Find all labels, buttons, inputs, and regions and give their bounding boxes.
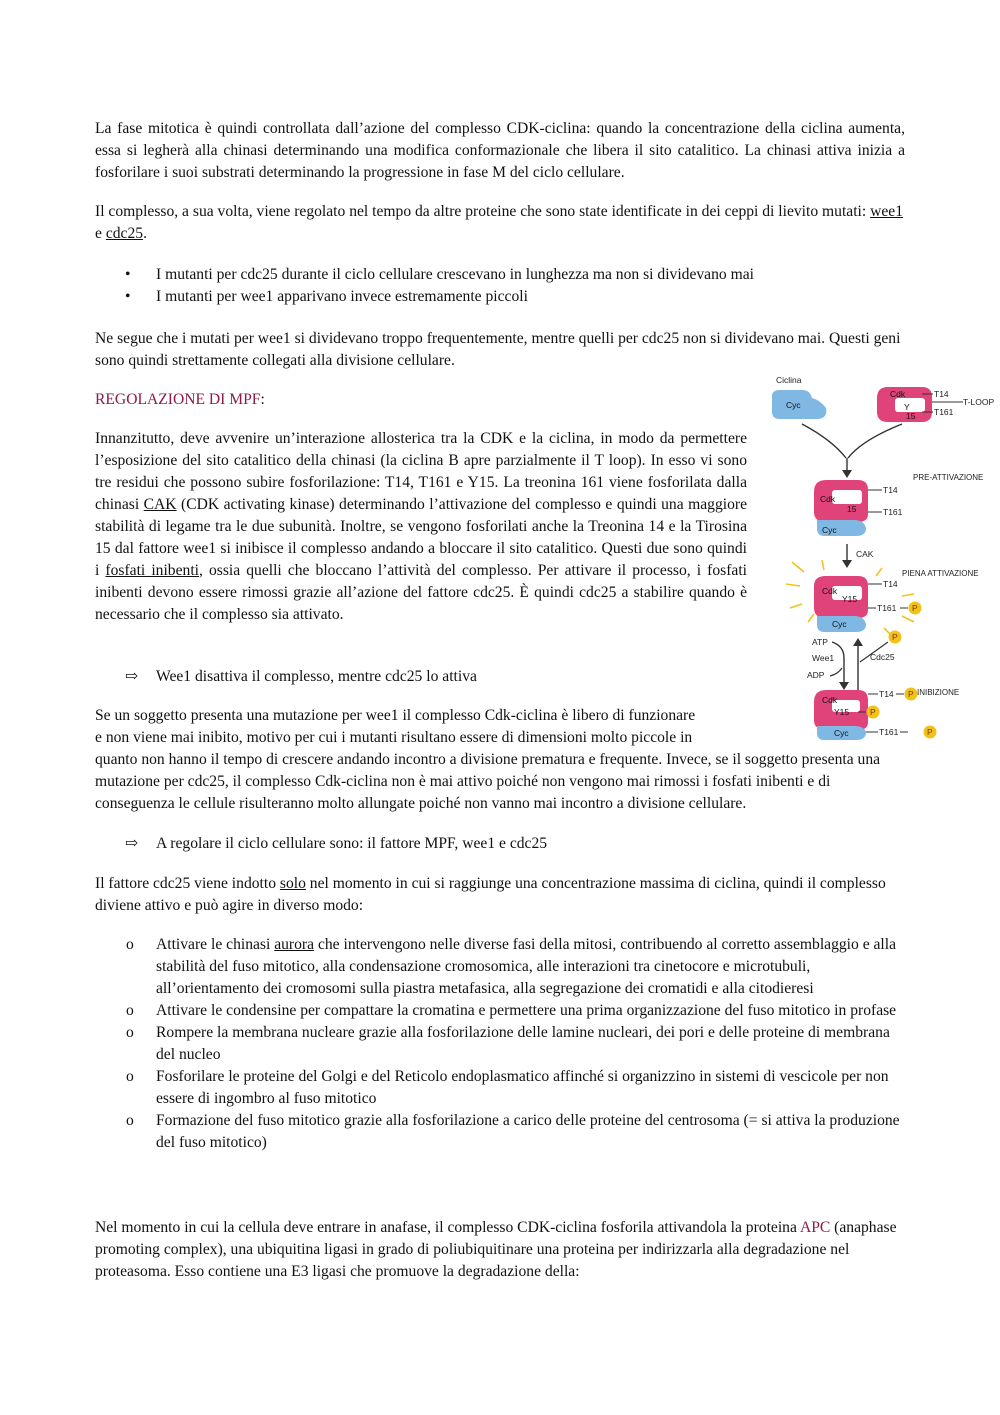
text: nel momento in cui si raggiunge una concentrazione massima di ciclina, quindi il complesso diviene attivo e può agire in diverso modo: [95,875,886,914]
mpf-regulation-diagram [762,372,1000,746]
paragraph-allosteric [95,428,747,626]
t14-label: T14 [883,579,898,589]
cyc-label: Cyc [832,619,847,629]
cdk-label: Cdk [890,389,906,399]
arrow-marker-icon: ⇨ [125,835,139,852]
paragraph-consequence: Ne segue che i mutati per wee1 si dividevano troppo frequentemente, mentre quelli per cdc25 non si dividevano mai. Questi geni sono quindi strettamente collegati alla divisione cellulare. [95,330,901,369]
t14-label: T14 [879,689,894,699]
gene-cdc25-link: cdc25 [105,225,144,242]
t161-label: T161 [877,603,897,613]
list-marker: o [126,1024,134,1041]
heading-text: REGOLAZIONE DI MPF [95,391,261,408]
list-item [95,264,905,286]
text: (anaphase promoting complex), una ubiquitina ligasi in grado di poliubiquitinare una proteina per indirizzarla alla degradazione nel proteasoma. Esso contiene una E3 ligasi che promuove la degradazione della: [95,1219,897,1280]
text: Il fattore cdc25 viene indotto [95,875,280,892]
text: Innanzitutto, deve avvenire un’interazione allosterica tra la CDK e la ciclina, in modo da permettere l’esposizione del sito catalitico della chinasi (la ciclina B apre parzialmente il T loop). In esso vi sono tre residui che possono subire fosforilazione: T14, T161 e Y15. La treonina 161 viene fosforilata dalla chinasi [95,430,747,513]
arrow-note-text: Wee1 disattiva il complesso, mentre cdc25 lo attiva [156,668,477,685]
arrowhead-icon [842,470,852,478]
text-line: e non viene mai inibito, motivo per cui i mutanti risultano essere di dimensioni molto piccole in [95,729,693,746]
aurora-term: aurora [274,936,315,953]
text: Nel momento in cui la cellula deve entrare in anafase, il complesso CDK-ciclina fosforila attivandola la proteina [95,1219,800,1236]
arrow-note-regulators [95,833,966,855]
list-item [95,286,905,308]
list-item [95,1000,905,1022]
arrowhead-icon [842,560,852,568]
text: (CDK activating kinase) determinando l’attivazione del complesso e quindi una maggiore stabilità di legame tra le due subunità. Inoltre, se vengono fosforilati anche la Treonina 14 e la Tirosina 15 dal fattore wee1 si inibisce il complesso andando a bloccare il sito catalitico. Questi due sono quindi i [95,496,747,579]
paragraph-cdc25 [95,873,905,917]
p-label: P [870,707,876,717]
text: che intervengono nelle diverse fasi della mitosi, contribuendo al corretto assemblaggio e alla stabilità del fuso mitotico, alla condensazione cromosomica, alle interazioni tra cinetocore e microtubuli, all’orientamento dei cromosomi sulla piastra metafasica, alla segregazione dei cromatidi e alla citodieresi [156,936,897,997]
heading-colon: : [260,391,265,408]
list-marker: o [126,1068,134,1085]
list-item [95,1066,905,1110]
adp-label: ADP [807,670,825,680]
catalytic-site [832,490,862,504]
mutant-bullet-list [95,264,905,308]
text: Attivare le condensine per compattare la cromatina e permettere una prima organizzazione del fuso mitotico in profase [156,1002,897,1019]
atp-label: ATP [812,637,828,647]
text-line: Se un soggetto presenta una mutazione per wee1 il complesso Cdk-ciclina è libero di funzionare [95,707,696,724]
y15-label: Y15 [834,707,850,717]
text: Il complesso, a sua volta, viene regolato nel tempo da altre proteine che sono state identificate in dei ceppi di lievito mutati: [95,203,871,220]
paragraph-mitotic-phase: La fase mitotica è quindi controllata dall’azione del complesso CDK-ciclina: quando la concentrazione della ciclina aumenta, essa si legherà alla chinasi determinando una modifica conformazionale che libera il sito catalitico. La chinasi attiva inizia a fosforilare i suoi substrati determinando la progressione in fase M del ciclo cellulare. [95,120,905,181]
text-line: quanto non hanno il tempo di crescere andando incontro a divisione prematura e frequente. Invece, se il soggetto presenta una mutazione per cdc25, il complesso Cdk-ciclina non è mai attivo poiché non vengono mai rimossi i fosfati inibenti e di conseguenza le cellule risulteranno molto allungate poiché non vanno mai incontro a divisione cellulare. [95,751,881,812]
n15-label: 15 [906,411,916,421]
arrowhead-icon [839,682,849,690]
list-item-text: I mutanti per cdc25 durante il ciclo cellulare crescevano in lunghezza ma non si dividevano mai [156,266,754,283]
arrow-note-wee1 [95,666,796,688]
cdc25-label: Cdc25 [870,652,895,662]
bullet-marker: • [125,288,131,305]
inhibition-label: INIBIZIONE [917,688,960,697]
p-label: P [912,603,918,613]
inhibitory-phosphates-term: fosfati inibenti [105,562,199,579]
text: Formazione del fuso mitotico grazie alla fosforilazione a carico delle proteine del centrosoma (= si attiva la produzione del fuso mitotico) [156,1112,900,1151]
full-activation-label: PIENA ATTIVAZIONE [902,569,979,578]
list-item [95,1110,905,1154]
list-item-text: I mutanti per wee1 apparivano invece estremamente piccoli [156,288,528,305]
t161-label: T161 [934,407,954,417]
n15-label: 15 [847,504,857,514]
tloop-label: T-LOOP [963,397,995,407]
t14-label: T14 [934,389,949,399]
text: Fosforilare le proteine del Golgi e del Reticolo endoplasmatico affinché si organizzino in sistemi di vescicole per non essere di ingombro al fuso mitotico [156,1068,889,1107]
text: Attivare le chinasi [156,936,275,953]
list-item [95,934,905,1000]
section-heading [95,389,745,411]
t161-label: T161 [879,727,899,737]
pre-activation-label: PRE-ATTIVAZIONE [913,473,984,482]
wee1-arrow [832,642,844,684]
merge-arrow-right [848,424,902,458]
text: Rompere la membrana nucleare grazie alla fosforilazione delle lamine nucleari, dei pori e delle proteine di membrana del nucleo [156,1024,890,1063]
arrow-marker-icon: ⇨ [125,668,139,685]
cyc-label: Cyc [786,400,801,410]
text: , ossia quelli che bloccano l’attività del complesso. Per attivare il processo, i fosfati inibenti devono essere rimossi grazie all’azione del fattore cdc25. È quindi cdc25 a stabilire quando è necessario che il complesso sia attivato. [95,562,747,623]
arrow-note-text: A regolare il ciclo cellulare sono: il fattore MPF, wee1 e cdc25 [156,835,548,852]
text: . [143,225,147,242]
list-item [95,1022,905,1066]
y15-label: Y15 [842,594,858,604]
apc-term: APC [799,1219,831,1236]
p-label: P [927,727,933,737]
solo-term: solo [279,875,306,892]
cyc-label: Cyc [834,728,849,738]
t161-label: T161 [883,507,903,517]
cdk-label: Cdk [820,494,836,504]
cdk-label: Cdk [822,586,838,596]
paragraph-complex-regulation [95,201,905,245]
list-marker: o [126,1002,134,1019]
bullet-marker: • [125,266,131,283]
cdk-label: Cdk [822,695,838,705]
list-marker: o [126,936,134,953]
cak-term: CAK [143,496,177,513]
paragraph-anaphase [95,1217,905,1283]
cyc-label: Cyc [822,525,837,535]
adp-arrow [830,668,842,676]
arrowhead-icon [853,638,863,646]
cak-label: CAK [856,549,874,559]
cyclin-label: Ciclina [776,375,802,385]
catalytic-site [895,398,925,412]
y-label: Y [904,402,910,412]
text: e [95,225,106,242]
list-marker: o [126,1112,134,1129]
p-label: P [908,689,914,699]
p-label: P [892,632,898,642]
gene-wee1-link: wee1 [870,203,904,220]
merge-arrow-left [802,424,846,458]
wee1-label: Wee1 [812,653,835,663]
actions-list [95,934,905,1154]
t14-label: T14 [883,485,898,495]
